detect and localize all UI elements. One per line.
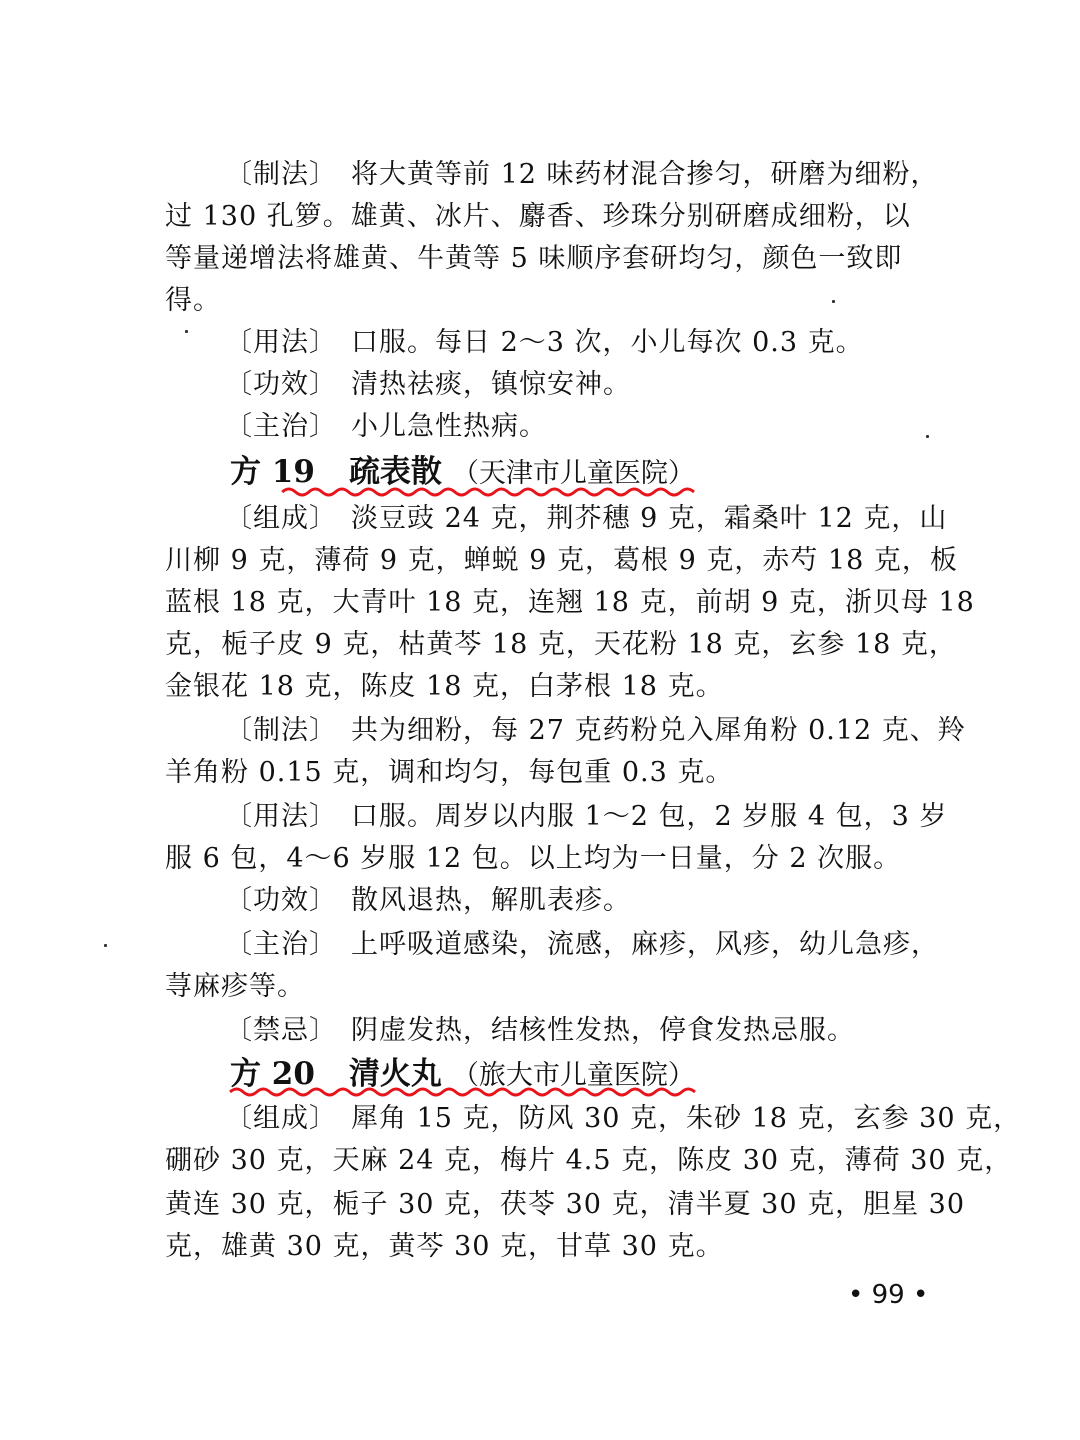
zhifa-line-3: 等量递增法将雄黄、牛黄等 5 味顺序套研均匀，颜色一致即 xyxy=(165,243,903,274)
zhuzhi-line: 〔主治〕 小儿急性热病。 xyxy=(225,411,547,442)
f20-zucheng-line-3: 黄连 30 克，栀子 30 克，茯苓 30 克，清半夏 30 克，胆星 30 xyxy=(165,1189,966,1220)
formula-20-name: 清火丸 xyxy=(348,1056,442,1092)
formula-20-number: 方 20 xyxy=(230,1056,315,1092)
scan-speck xyxy=(926,435,929,438)
f19-zucheng-line-3: 蓝根 18 克，大青叶 18 克，连翘 18 克，前胡 9 克，浙贝母 18 xyxy=(165,587,975,618)
formula-19-source: （天津市儿童医院） xyxy=(451,458,695,489)
zhifa-line-2: 过 130 孔箩。雄黄、冰片、麝香、珍珠分别研磨成细粉，以 xyxy=(165,201,911,232)
f19-zucheng-line-5: 金银花 18 克，陈皮 18 克，白茅根 18 克。 xyxy=(165,671,724,702)
f19-zhifa-line-1: 〔制法〕 共为细粉，每 27 克药粉兑入犀角粉 0.12 克、羚 xyxy=(225,715,966,746)
scan-speck xyxy=(185,330,188,333)
f20-zucheng-line-4: 克，雄黄 30 克，黄芩 30 克，甘草 30 克。 xyxy=(165,1231,724,1262)
gongxiao-line: 〔功效〕 清热祛痰，镇惊安神。 xyxy=(225,369,631,400)
formula-19-number: 方 19 xyxy=(230,454,315,490)
formula-19-name: 疏表散 xyxy=(348,454,442,490)
f20-zucheng-line-1: 〔组成〕 犀角 15 克，防风 30 克，朱砂 18 克，玄参 30 克， xyxy=(225,1103,1022,1134)
formula-19-heading xyxy=(230,450,695,496)
f19-jinji-line: 〔禁忌〕 阴虚发热，结核性发热，停食发热忌服。 xyxy=(225,1015,855,1046)
f19-yongfa-line-1: 〔用法〕 口服。周岁以内服 1～2 包，2 岁服 4 包，3 岁 xyxy=(225,801,948,832)
f19-zhuzhi-line-1: 〔主治〕 上呼吸道感染，流感，麻疹，风疹，幼儿急疹， xyxy=(225,929,939,960)
yongfa-line: 〔用法〕 口服。每日 2～3 次，小儿每次 0.3 克。 xyxy=(225,327,864,358)
scan-speck xyxy=(832,300,835,303)
zhifa-line-1: 〔制法〕 将大黄等前 12 味药材混合掺匀，研磨为细粉， xyxy=(225,159,939,190)
f19-zhifa-line-2: 羊角粉 0.15 克，调和均匀，每包重 0.3 克。 xyxy=(165,757,734,788)
f19-yongfa-line-2: 服 6 包，4～6 岁服 12 包。以上均为一日量，分 2 次服。 xyxy=(165,843,902,874)
formula-20-heading xyxy=(230,1052,695,1098)
zhifa-line-4: 得。 xyxy=(165,285,221,316)
f19-zucheng-line-1: 〔组成〕 淡豆豉 24 克，荆芥穗 9 克，霜桑叶 12 克，山 xyxy=(225,503,948,534)
scan-speck xyxy=(104,944,107,947)
f19-gongxiao-line: 〔功效〕 散风退热，解肌表疹。 xyxy=(225,885,631,916)
f20-zucheng-line-2: 硼砂 30 克，天麻 24 克，梅片 4.5 克，陈皮 30 克，薄荷 30 克， xyxy=(165,1145,1013,1176)
f19-zucheng-line-2: 川柳 9 克，薄荷 9 克，蝉蜕 9 克，葛根 9 克，赤芍 18 克，板 xyxy=(165,545,958,576)
page-number: • 99 • xyxy=(848,1280,929,1310)
formula-20-source: （旅大市儿童医院） xyxy=(451,1060,695,1091)
f19-zhuzhi-line-2: 荨麻疹等。 xyxy=(165,971,305,1002)
f19-zucheng-line-4: 克，栀子皮 9 克，枯黄芩 18 克，天花粉 18 克，玄参 18 克， xyxy=(165,629,957,660)
